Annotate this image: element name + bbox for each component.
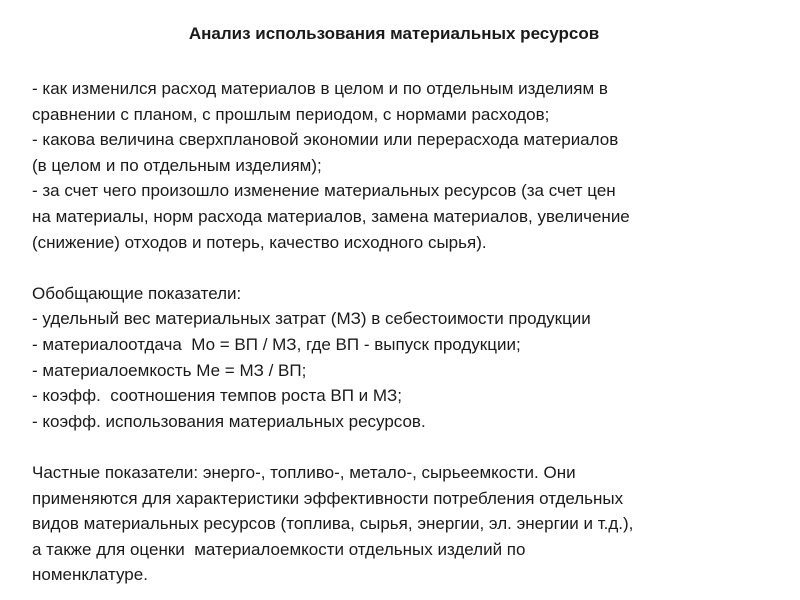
general-indicators-section (32, 281, 772, 435)
text-line: - материалоотдача Мо = ВП / МЗ, где ВП - выпуск продукции; (32, 334, 521, 354)
text-line: на материалы, норм расхода материалов, замена материалов, увеличение (32, 206, 630, 226)
text-line: - коэфф. соотношения темпов роста ВП и МЗ; (32, 386, 403, 406)
text-line: номенклатуре. (32, 565, 148, 585)
text-line: - за счет чего произошло изменение материальных ресурсов (за счет цен (32, 181, 616, 201)
text-line: (в целом и по отдельным изделиям); (32, 155, 322, 175)
paragraph-spacer (32, 255, 772, 281)
text-line: видов материальных ресурсов (топлива, сырья, энергии, эл. энергии и т.д.), (32, 514, 634, 534)
text-line: Обобщающие показатели: (32, 283, 242, 303)
text-line: применяются для характеристики эффективности потребления отдельных (32, 488, 624, 508)
text-line: а также для оценки материалоемкости отдельных изделий по (32, 539, 526, 559)
text-line: - материалоемкость Ме = МЗ / ВП; (32, 360, 307, 380)
text-line: - какова величина сверхплановой экономии или перерасхода материалов (32, 130, 619, 150)
text-line: - коэфф. использования материальных ресурсов. (32, 411, 426, 431)
page-title: Анализ использования материальных ресурсов (188, 24, 600, 43)
text-line: - как изменился расход материалов в целом и по отдельным изделиям в (32, 79, 608, 98)
paragraph-spacer (32, 434, 772, 460)
text-line: - удельный вес материальных затрат (МЗ) в себестоимости продукции (32, 309, 591, 329)
text-line: Частные показатели: энерго-, топливо-, метало-, сырьеемкости. Они (32, 462, 576, 482)
document-body (32, 76, 772, 588)
analysis-questions-section (32, 76, 772, 255)
text-line: сравнении с планом, с прошлым периодом, с нормами расходов; (32, 104, 550, 124)
text-line: (снижение) отходов и потерь, качество исходного сырья). (32, 232, 487, 252)
particular-indicators-section (32, 460, 772, 588)
